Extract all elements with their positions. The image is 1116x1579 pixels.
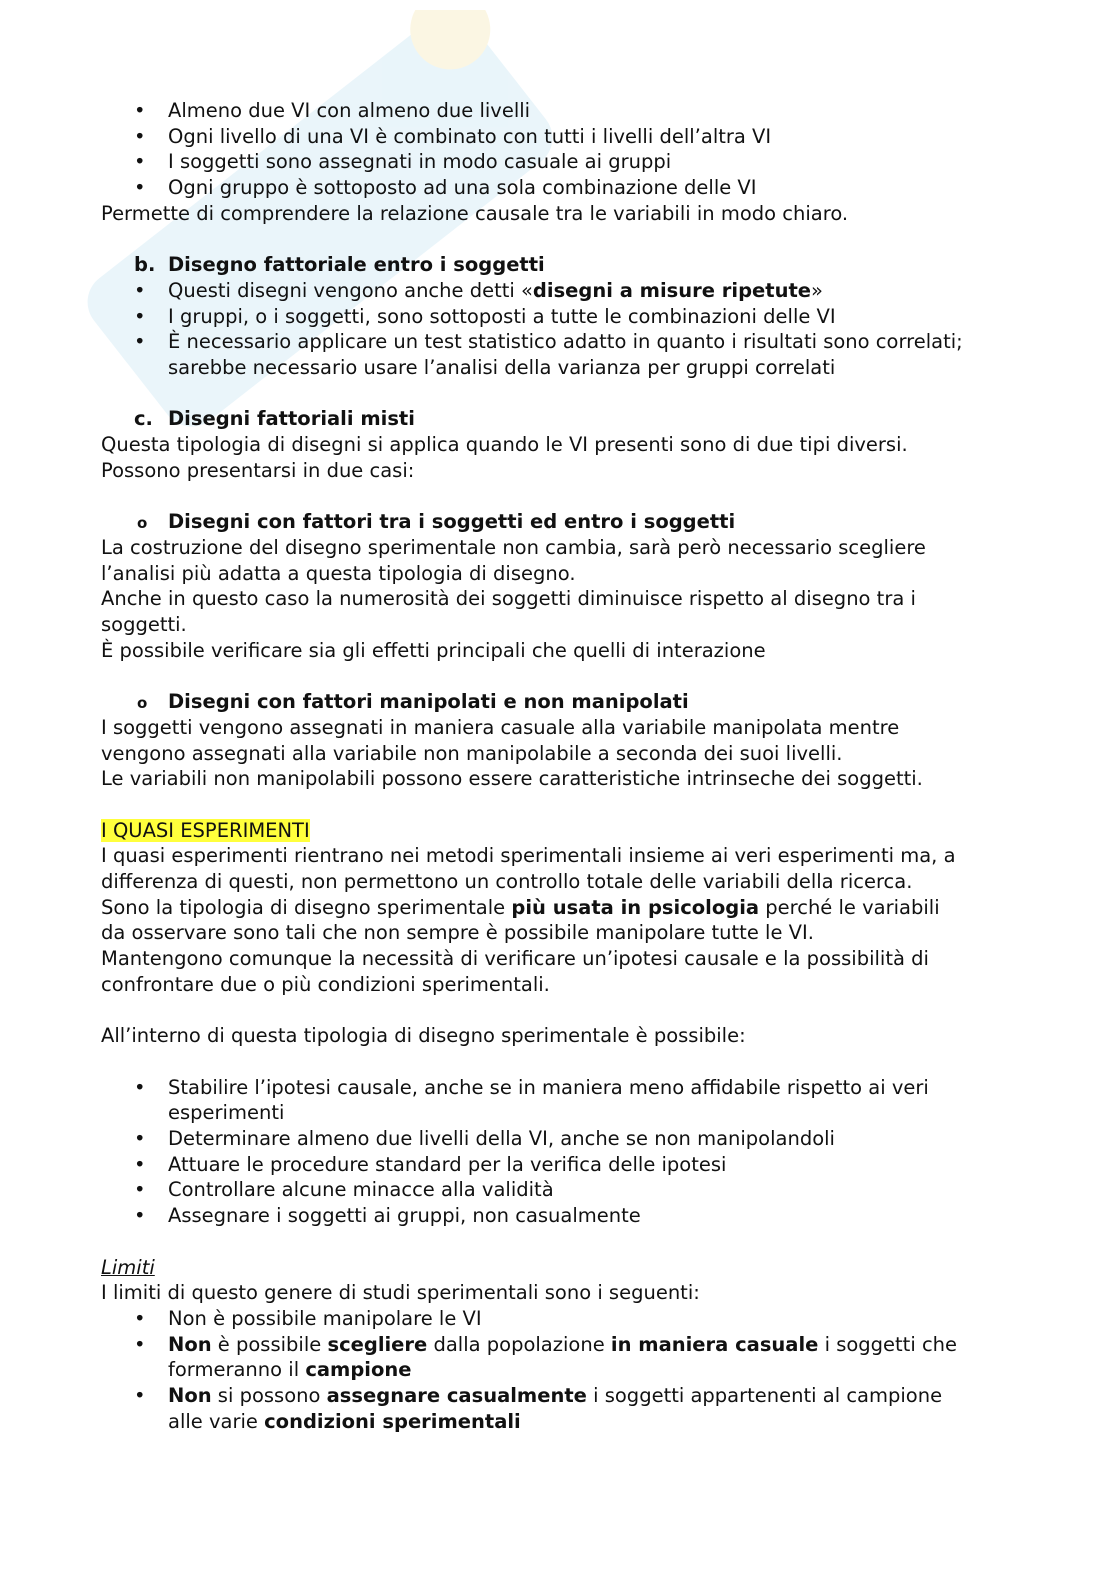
paragraph: vengono assegnati alla variabile non manipolabile a seconda dei suoi livelli. — [101, 741, 843, 765]
list-item-cont: alle varie condizioni sperimentali — [168, 1409, 521, 1433]
paragraph: Le variabili non manipolabili possono essere caratteristiche intrinseche dei soggetti. — [101, 767, 923, 791]
list-item: • Controllare alcune minacce alla validità — [134, 1178, 554, 1202]
list-item: • Assegnare i soggetti ai gruppi, non casualmente — [134, 1204, 641, 1228]
list-item: • È necessario applicare un test statistico adatto in quanto i risultati sono correlati; — [134, 330, 963, 354]
paragraph: La costruzione del disegno sperimentale non cambia, sarà però necessario scegliere — [101, 535, 926, 559]
list-item: • Ogni livello di una VI è combinato con tutti i livelli dell’altra VI — [134, 124, 772, 148]
list-item: • Non si possono assegnare casualmente i soggetti appartenenti al campione — [134, 1384, 943, 1408]
paragraph: Anche in questo caso la numerosità dei soggetti diminuisce rispetto al disegno tra i — [101, 587, 916, 611]
list-item-cont: esperimenti — [168, 1101, 285, 1125]
list-item: • Stabilire l’ipotesi causale, anche se in maniera meno affidabile rispetto ai veri — [134, 1075, 929, 1099]
paragraph: I limiti di questo genere di studi sperimentali sono i seguenti: — [101, 1281, 700, 1305]
paragraph: soggetti. — [101, 613, 187, 637]
list-item-cont: formeranno il campione — [168, 1358, 412, 1382]
sub1-heading: o Disegni con fattori tra i soggetti ed entro i soggetti — [137, 510, 736, 534]
paragraph: I quasi esperimenti rientrano nei metodi sperimentali insieme ai veri esperimenti ma, a — [101, 844, 956, 868]
paragraph: I soggetti vengono assegnati in maniera casuale alla variabile manipolata mentre — [101, 715, 900, 739]
paragraph: È possibile verificare sia gli effetti principali che quelli di interazione — [101, 638, 766, 662]
section-b-heading: b. Disegno fattoriale entro i soggetti — [134, 253, 545, 277]
paragraph: All’interno di questa tipologia di disegno sperimentale è possibile: — [101, 1024, 746, 1048]
quasi-heading: I QUASI ESPERIMENTI — [101, 818, 310, 842]
paragraph: Permette di comprendere la relazione causale tra le variabili in modo chiaro. — [101, 201, 849, 225]
paragraph: Questa tipologia di disegni si applica quando le VI presenti sono di due tipi diversi. — [101, 433, 908, 457]
list-item: • Non è possibile manipolare le VI — [134, 1306, 482, 1330]
list-item: • Almeno due VI con almeno due livelli — [134, 99, 531, 122]
list-item: • Determinare almeno due livelli della VI, anche se non manipolandoli — [134, 1127, 835, 1151]
section-c-heading: c. Disegni fattoriali misti — [134, 407, 415, 431]
paragraph: Mantengono comunque la necessità di verificare un’ipotesi causale e la possibilità di — [101, 947, 929, 971]
paragraph: Possono presentarsi in due casi: — [101, 458, 415, 482]
list-item: • Questi disegni vengono anche detti «disegni a misure ripetute» — [134, 278, 823, 302]
list-item: • Non è possibile scegliere dalla popolazione in maniera casuale i soggetti che — [134, 1332, 958, 1356]
paragraph: confrontare due o più condizioni sperimentali. — [101, 972, 550, 996]
list-item: • Ogni gruppo è sottoposto ad una sola combinazione delle VI — [134, 176, 757, 200]
paragraph: Sono la tipologia di disegno sperimentale più usata in psicologia perché le variabili — [101, 895, 940, 919]
list-item: • I gruppi, o i soggetti, sono sottoposti a tutte le combinazioni delle VI — [134, 304, 836, 328]
limiti-heading: Limiti — [101, 1255, 155, 1279]
list-item: • I soggetti sono assegnati in modo casuale ai gruppi — [134, 150, 672, 174]
list-item-cont: sarebbe necessario usare l’analisi della varianza per gruppi correlati — [168, 356, 836, 380]
list-item: • Attuare le procedure standard per la verifica delle ipotesi — [134, 1152, 727, 1176]
document-page — [101, 98, 1016, 1434]
paragraph: differenza di questi, non permettono un controllo totale delle variabili della ricerca. — [101, 870, 913, 894]
paragraph: l’analisi più adatta a questa tipologia di disegno. — [101, 561, 576, 585]
sub2-heading: o Disegni con fattori manipolati e non manipolati — [137, 690, 689, 714]
paragraph: da osservare sono tali che non sempre è possibile manipolare tutte le VI. — [101, 921, 814, 945]
